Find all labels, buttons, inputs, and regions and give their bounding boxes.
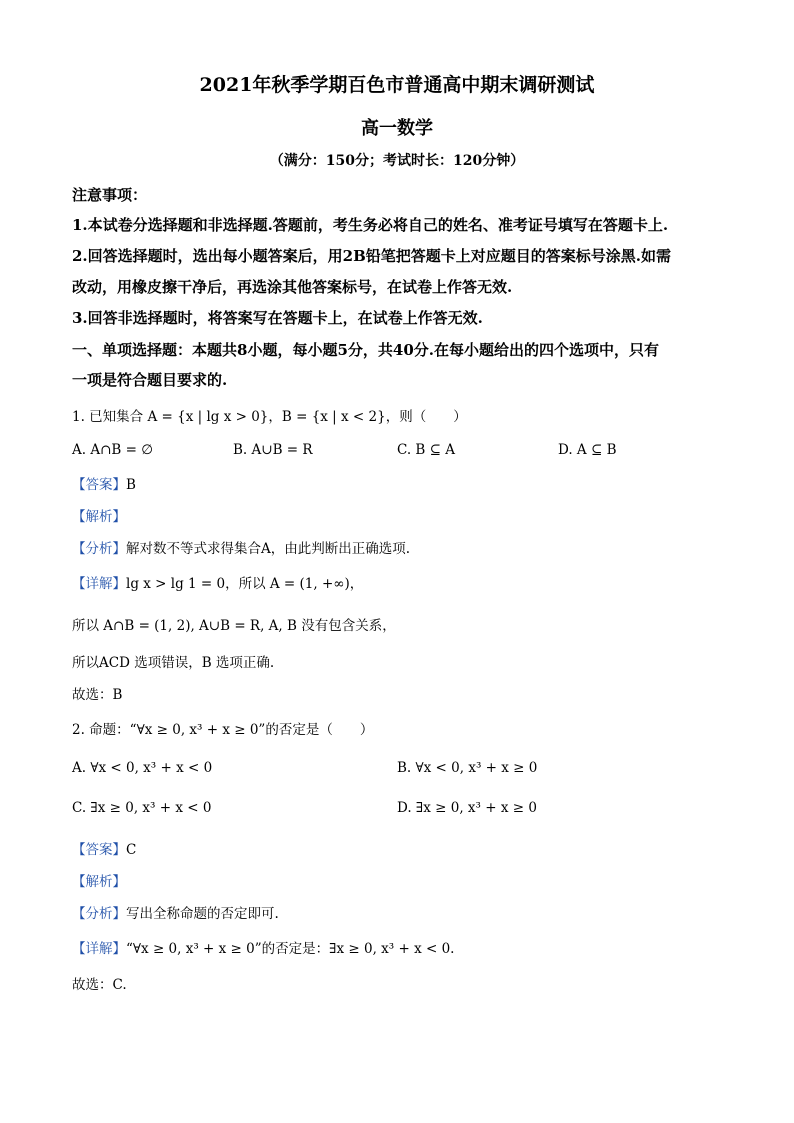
analysis-tag: 【解析】 (72, 874, 126, 890)
detail-text: lg x > lg 1 = 0，所以 A = (1, +∞)， (126, 576, 364, 592)
question-1-option-d: D. A ⊆ B (558, 442, 617, 458)
section-heading: 一、单项选择题：本题共8小题，每小题5分，共40分.在每小题给出的四个选项中，只有 (72, 341, 659, 359)
question-2-option-d: D. ∃x ≥ 0, x³ + x ≥ 0 (397, 800, 537, 816)
exam-title: 2021年秋季学期百色市普通高中期末调研测试 (199, 74, 595, 96)
question-2-option-a: A. ∀x < 0, x³ + x < 0 (72, 760, 213, 776)
score-info: （满分：150分；考试时长：120分钟） (269, 153, 525, 169)
note-item-2-cont: 改动，用橡皮擦干净后，再选涂其他答案标号，在试卷上作答无效. (72, 278, 513, 296)
question-1-detail-line2: 所以 A∩B = (1, 2), A∪B = R, A, B 没有包含关系， (72, 618, 396, 634)
question-2-answer (72, 838, 136, 858)
notes-heading: 注意事项： (72, 186, 148, 204)
detail-tag: 【详解】 (72, 941, 126, 957)
answer-value: C (126, 842, 137, 858)
question-1-option-b: B. A∪B = R (233, 442, 313, 458)
exam-subject: 高一数学 (361, 118, 433, 139)
detail-tag: 【详解】 (72, 576, 126, 592)
note-item-1: 1.本试卷分选择题和非选择题.答题前，考生务必将自己的姓名、准考证号填写在答题卡上. (72, 216, 669, 234)
question-2-option-c: C. ∃x ≥ 0, x³ + x < 0 (72, 800, 212, 816)
detail-text: “∀x ≥ 0, x³ + x ≥ 0”的否定是：∃x ≥ 0, x³ + x < 0. (126, 941, 455, 957)
question-1-answer (72, 473, 136, 493)
answer-value: B (126, 477, 136, 493)
question-2-conclusion: 故选：C. (72, 977, 127, 993)
question-2-analysis-tag (72, 870, 126, 890)
question-1-option-a: A. A∩B = ∅ (72, 442, 153, 458)
question-2-option-b: B. ∀x < 0, x³ + x ≥ 0 (397, 760, 538, 776)
question-2-fenxi (72, 902, 279, 922)
question-1-conclusion: 故选：B (72, 687, 123, 703)
fenxi-tag: 【分析】 (72, 906, 126, 922)
answer-tag: 【答案】 (72, 842, 126, 858)
fenxi-text: 写出全称命题的否定即可. (126, 906, 279, 922)
question-2-detail (72, 937, 454, 957)
question-2-stem: 2. 命题：“∀x ≥ 0, x³ + x ≥ 0”的否定是（ ） (72, 722, 374, 738)
question-1-fenxi (72, 537, 410, 557)
question-1-stem: 1. 已知集合 A = {x | lg x > 0}，B = {x | x < 2}，则（ ） (72, 409, 467, 425)
question-1-option-c: C. B ⊆ A (397, 442, 455, 458)
note-item-3: 3.回答非选择题时，将答案写在答题卡上，在试卷上作答无效. (72, 309, 483, 327)
question-1-detail-line3: 所以ACD 选项错误，B 选项正确. (72, 655, 275, 671)
section-heading-cont: 一项是符合题目要求的. (72, 371, 228, 389)
fenxi-text: 解对数不等式求得集合A，由此判断出正确选项. (126, 541, 411, 557)
question-1-analysis-tag (72, 505, 126, 525)
answer-tag: 【答案】 (72, 477, 126, 493)
question-1-detail (72, 572, 363, 592)
analysis-tag: 【解析】 (72, 509, 126, 525)
note-item-2: 2.回答选择题时，选出每小题答案后，用2B铅笔把答题卡上对应题目的答案标号涂黑.如需 (72, 247, 672, 265)
fenxi-tag: 【分析】 (72, 541, 126, 557)
